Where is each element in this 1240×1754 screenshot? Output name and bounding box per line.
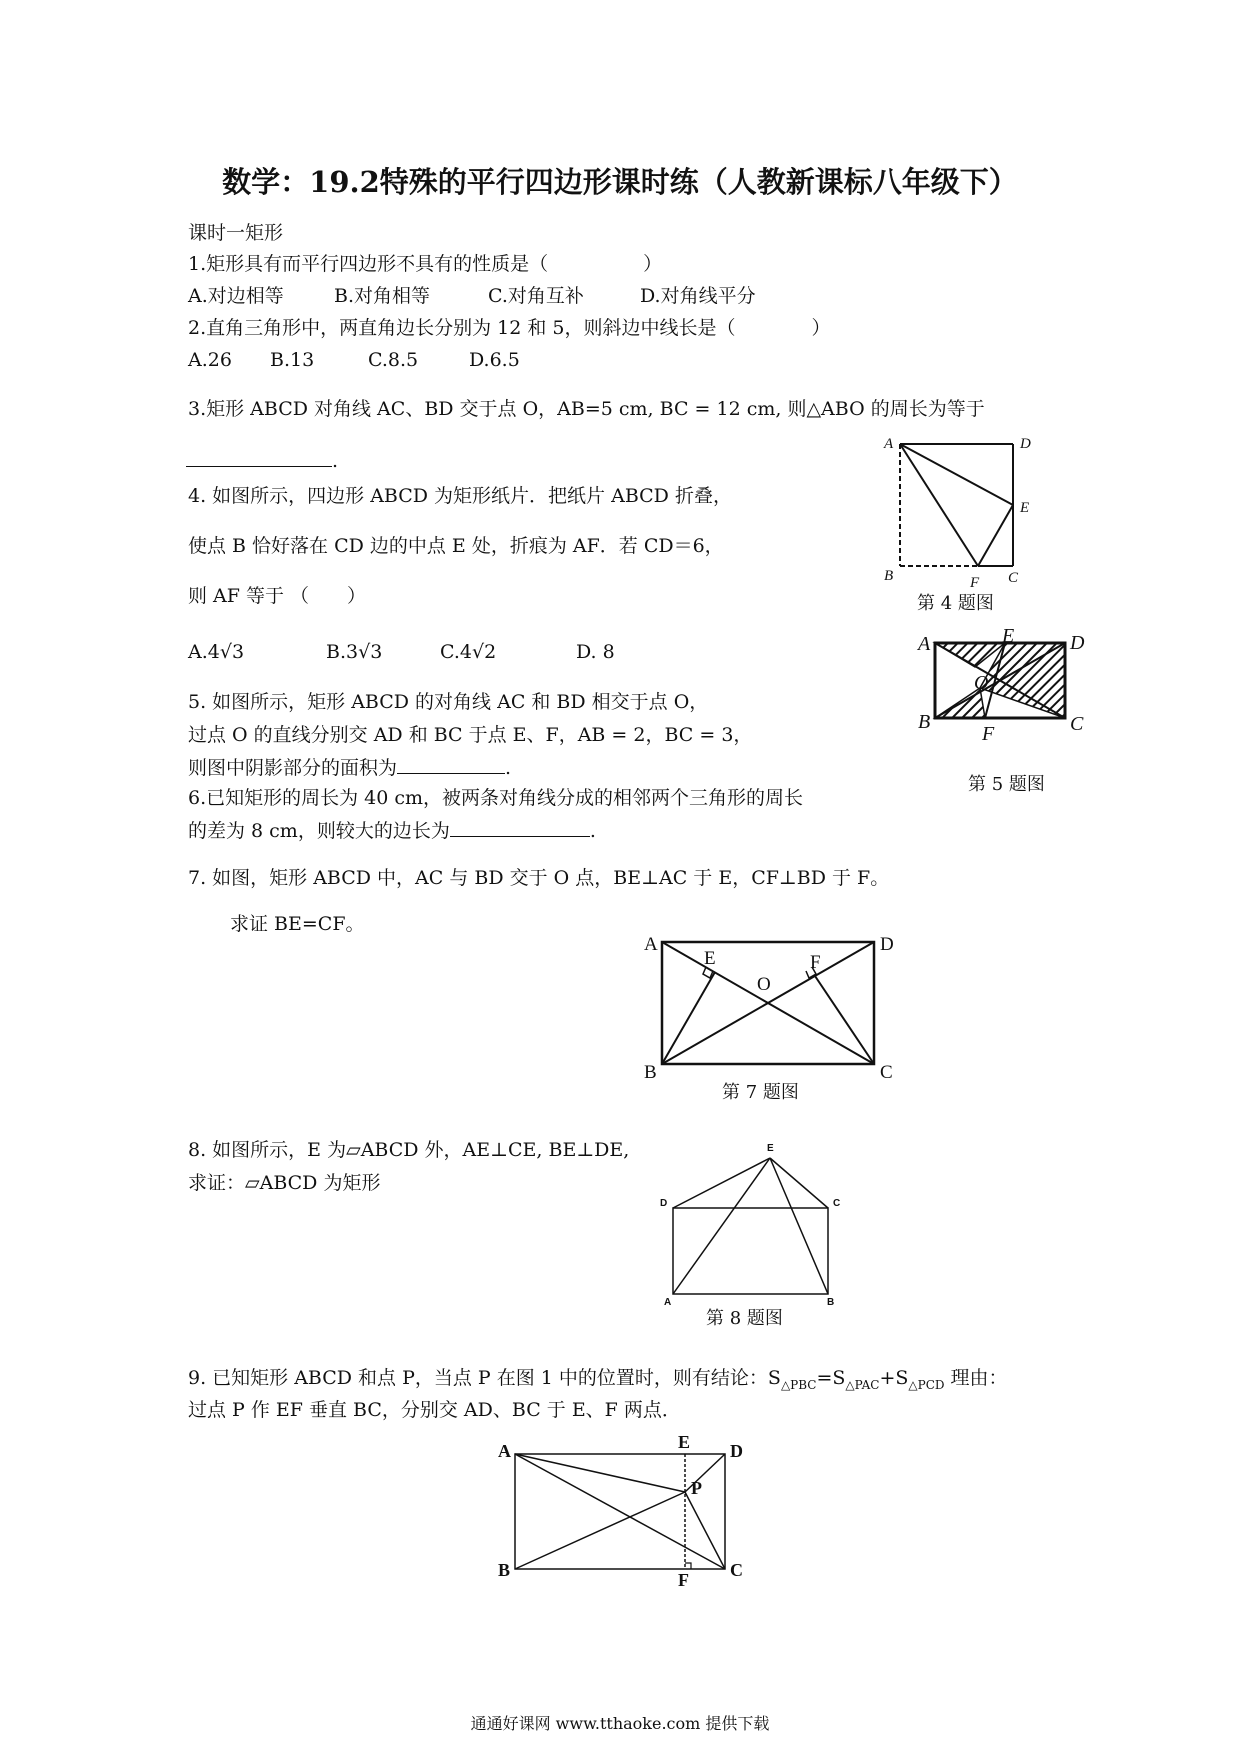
q8-line1: 8. 如图所示，E 为▱ABCD 外，AE⊥CE, BE⊥DE, [188,1139,630,1161]
q4-label-b: B [884,568,894,584]
q7-caption: 第 7 题图 [722,1082,799,1103]
q5-label-a: A [918,633,931,655]
q5-end: . [505,757,512,779]
q2-stem: 2.直角三角形中，两直角边长分别为 12 和 5，则斜边中线长是（ ） [188,317,831,339]
q8-label-b: B [827,1297,835,1308]
q4-option-a: A.4√3 [188,641,245,663]
q1-stem: 1.矩形具有而平行四边形不具有的性质是（ ） [188,253,663,275]
q1-options [188,284,756,308]
q4-line2: 使点 B 恰好落在 CD 边的中点 E 处，折痕为 AF．若 CD＝6， [188,535,724,557]
q4-figure [870,430,1040,600]
q7-line1: 7. 如图，矩形 ABCD 中，AC 与 BD 交于 O 点，BE⊥AC 于 E，CF⊥BD 于 F。 [188,867,890,889]
q6-blank [450,818,590,837]
q4-label-e: E [1020,500,1030,516]
q1-option-c: C.对角互补 [488,285,584,307]
q4-line1: 4. 如图所示，四边形 ABCD 为矩形纸片．把纸片 ABCD 折叠， [188,485,732,507]
q6-line1: 6.已知矩形的周长为 40 cm，被两条对角线分成的相邻两个三角形的周长 [188,787,804,809]
q9-line1-a: 9. 已知矩形 ABCD 和点 P，当点 P 在图 1 中的位置时，则有结论：S [188,1367,781,1389]
q5-label-o: O [974,672,989,694]
q9-label-p: P [691,1478,702,1498]
q9-label-c: C [730,1560,743,1580]
q7-label-c: C [880,1062,893,1083]
q7-label-d: D [880,934,894,955]
q9-line2: 过点 P 作 EF 垂直 BC，分别交 AD、BC 于 E、F 两点． [188,1399,681,1421]
q4-option-b: B.3√3 [326,641,383,663]
q7-label-o: O [757,974,771,995]
q9-eq: =S [816,1367,846,1389]
q9-label-d: D [730,1441,743,1461]
q2-options [188,348,520,372]
q7-label-f: F [810,952,821,973]
q9-label-b: B [498,1560,511,1580]
q9-sub-pac: △PAC [845,1377,880,1392]
q9-label-f: F [678,1570,689,1590]
q9-line1-b: 理由： [944,1367,1008,1389]
q4-caption: 第 4 题图 [917,593,994,614]
q9-line1 [188,1366,1008,1397]
q1-option-d: D.对角线平分 [640,285,756,307]
q5-label-e: E [1002,625,1015,647]
page-footer: 通通好课网 www.tthaoke.com 提供下载 [470,1714,770,1733]
q9-sub-pcd: △PCD [908,1377,945,1392]
q2-option-c: C.8.5 [368,349,419,371]
q5-blank [397,755,505,774]
q7-figure [640,928,900,1083]
q5-label-f: F [982,723,995,745]
q1-option-a: A.对边相等 [188,285,284,307]
q9-sub-pbc: △PBC [780,1377,817,1392]
q9-label-e: E [678,1432,691,1452]
q5-line1: 5. 如图所示，矩形 ABCD 的对角线 AC 和 BD 相交于点 O， [188,691,709,713]
q7-label-b: B [644,1062,657,1083]
q5-label-d: D [1070,632,1085,654]
q5-line3 [188,755,511,780]
page-title: 数学：19.2特殊的平行四边形课时练（人教新课标八年级下） [222,165,1018,199]
q8-figure [655,1138,850,1308]
q7-line2: 求证 BE=CF。 [230,913,365,935]
q4-label-f: F [970,575,980,591]
q7-label-a: A [644,934,658,955]
q8-caption: 第 8 题图 [706,1308,783,1329]
q9-plus: +S [879,1367,909,1389]
q7-label-e: E [704,948,716,969]
q9-label-a: A [498,1441,511,1461]
q2-option-a: A.26 [188,349,232,371]
q5-label-b: B [918,711,931,733]
q4-option-c: C.4√2 [440,641,497,663]
q4-label-d: D [1020,436,1031,452]
q5-line2: 过点 O 的直线分别交 AD 和 BC 于点 E、F，AB = 2，BC = 3， [188,724,753,746]
q4-line3: 则 AF 等于 （ ） [188,585,367,607]
q4-option-d: D. 8 [576,641,615,663]
q8-label-d: D [660,1198,668,1209]
q3-blank [186,448,332,467]
q3-stem: 3.矩形 ABCD 对角线 AC、BD 交于点 O，AB=5 cm, BC = 12 cm, 则△ABO 的周长为等于 [188,398,985,420]
q2-option-d: D.6.5 [469,349,520,371]
q8-line2: 求证：▱ABCD 为矩形 [188,1172,381,1194]
q5-figure [910,625,1100,750]
q5-caption: 第 5 题图 [968,774,1045,795]
q6-end: . [589,820,596,842]
q5-label-c: C [1070,713,1084,735]
q8-label-e: E [767,1143,774,1154]
q9-figure [490,1432,760,1590]
q2-option-b: B.13 [270,349,315,371]
section-heading: 课时一矩形 [188,222,284,244]
q4-label-c: C [1008,570,1019,586]
q6-line2-text: 的差为 8 cm，则较大的边长为 [188,820,450,842]
q3-answer-line [186,448,338,473]
q5-line3-text: 则图中阴影部分的面积为 [188,757,398,779]
q6-line2 [188,818,596,843]
q8-label-c: C [833,1198,841,1209]
q4-label-a: A [884,436,894,452]
q3-end: . [332,450,339,472]
q1-option-b: B.对角相等 [334,285,431,307]
q4-options [188,640,615,664]
q8-label-a: A [664,1297,672,1308]
